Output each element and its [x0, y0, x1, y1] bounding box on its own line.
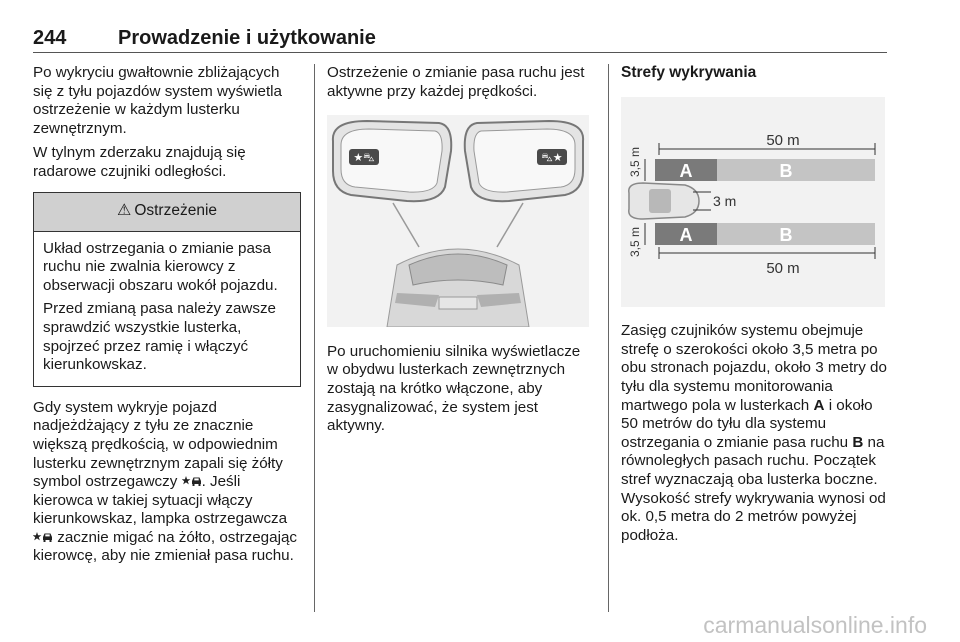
header-divider	[33, 52, 887, 53]
page-number: 244	[33, 27, 67, 49]
svg-text:★⛍: ★⛍	[353, 151, 375, 165]
warning-text: Układ ostrzegania o zmianie pasa ruchu nie zwalnia kierowcy z obserwacji obszaru wokół pojazdu.	[43, 239, 278, 294]
chapter-title: Prowadzenie i użytkowanie	[118, 27, 376, 49]
paragraph: Ostrzeżenie o zmianie pasa ruchu jest aktywne przy każdej prędkości.	[327, 64, 585, 100]
mirror-illustration	[327, 115, 589, 327]
dimension-label: 3 m	[713, 192, 737, 209]
dimension-label: 3,5 m	[628, 226, 642, 257]
svg-text:⛍★: ⛍★	[541, 151, 563, 165]
column-right	[621, 64, 891, 551]
dimension-label: 3,5 m	[628, 146, 642, 177]
column-divider-1	[314, 64, 315, 612]
page-header	[33, 27, 887, 51]
paragraph: Po wykryciu gwałtownie zbliżających się z tyłu pojazdów system wyświetla ostrzeżenie w każdym lusterku zewnętrznym.	[33, 64, 282, 137]
zone-label: A	[679, 160, 693, 181]
zone-label: B	[779, 160, 793, 181]
zone-label: B	[779, 224, 793, 245]
watermark: carmanualsonline.info	[703, 612, 927, 638]
paragraph: Zasięg czujników systemu obejmuje strefę o szerokości około 3,5 metra po obu stronach pojazdu, około 3 metry do tyłu dla systemu monitorowania martwego pola w lusterkach A i około 50 metrów do tyłu dla systemu ostrzegania o zmianie pasa ruchu B na równoległych pasach ruchu. Początek stref wyznaczają oba lusterka boczne. Wysokość strefy wykrywania wynosi od ok. 0,5 metra do 2 metrów powyżej podłoża.	[621, 322, 887, 544]
lane-change-warning-icon	[182, 475, 202, 487]
warning-title: Ostrzeżenie	[134, 202, 218, 220]
zone-b-top	[717, 159, 875, 181]
dimension-label: 50 m	[766, 131, 800, 149]
lane-change-warning-icon	[33, 531, 53, 543]
column-left	[33, 64, 301, 572]
column-middle	[327, 64, 595, 442]
paragraph: Po uruchomieniu silnika wyświetlacze w obydwu lusterkach zewnętrznych zostają na krótko włączone, aby zasygnalizować, że system jest aktywny.	[327, 342, 581, 435]
warning-text: Przed zmianą pasa należy zawsze sprawdzić wszystkie lusterka, spojrzeć przez ramię i włączyć kierunkowskaz.	[43, 300, 276, 374]
paragraph: W tylnym zderzaku znajdują się radarowe czujniki odległości.	[33, 144, 246, 180]
zone-label: A	[679, 224, 693, 245]
warning-box	[33, 192, 301, 387]
zone-b-bottom	[717, 223, 875, 245]
warning-header	[34, 193, 300, 232]
section-title: Strefy wykrywania	[621, 64, 757, 81]
detection-zones-diagram	[621, 97, 885, 307]
paragraph: Gdy system wykryje pojazd nadjeżdżający z tyłu ze znacznie większą prędkością, w odpowiednim lusterku zewnętrznym zapali się żółty symbol ostrzegawczy . Jeśli kierowca w takiej sytuacji włączy kierunkowskaz, lampka ostrzegawcza zacznie migać na żółto, ostrzegając kierowcę, aby nie zmieniał pasa ruchu.	[33, 398, 297, 565]
dimension-label: 50 m	[766, 259, 800, 277]
warning-body	[34, 232, 300, 386]
column-divider-2	[608, 64, 609, 612]
warning-triangle-icon: ⚠	[116, 202, 132, 220]
